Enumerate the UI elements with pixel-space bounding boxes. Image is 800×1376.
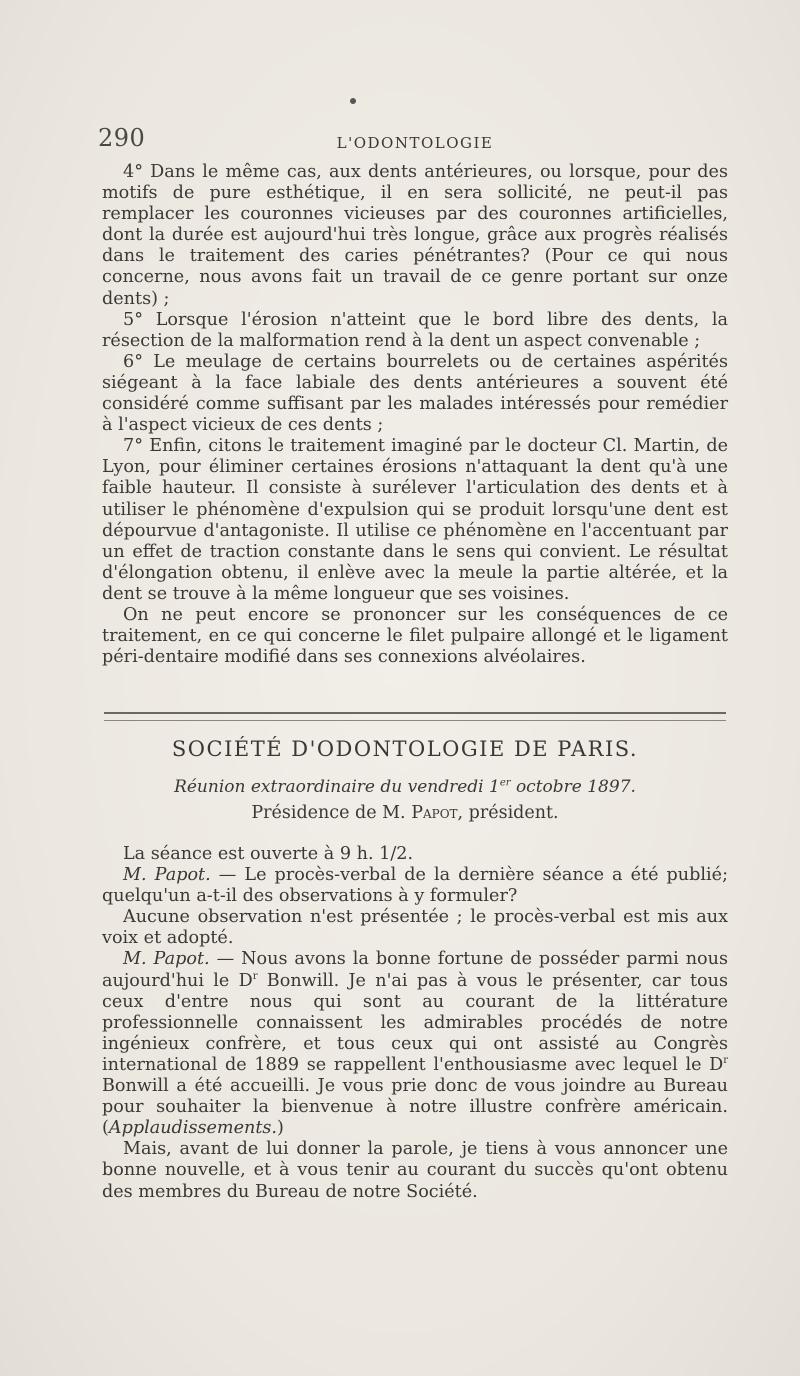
speaker-name: M. Papot. [123, 949, 210, 970]
paragraph-item-6: 6° Le meulage de certains bourrelets ou de certaines aspérités siégeant à la face labiale des dents antérieures a souvent été considéré comme suffisant par les malades intéressés pour remédier à l'aspect vicieux de ces dents ; [102, 351, 728, 436]
presidence-line: Présidence de M. Papot, président. [251, 803, 559, 823]
paragraph-item-4: 4° Dans le même cas, aux dents antérieures, ou lorsque, pour des motifs de pure esthétique, il en sera sollicité, ne peut-il pas remplacer les couronnes vicieuses par des couronnes artificielles, dont la durée est aujourd'hui très longue, grâce aux progrès réalisés dans le traitement des caries pénétrantes? (Pour ce qui nous concerne, nous avons fait un travail de ce genre portant sur onze dents) ; [102, 162, 728, 309]
page-number: 290 [98, 124, 146, 152]
running-title: L'ODONTOLOGIE [336, 134, 494, 152]
section-divider [104, 712, 726, 721]
paragraph-conclusion: On ne peut encore se prononcer sur les conséquences de ce traitement, en ce qui concerne le filet pulpaire allongé et le ligament péri-dentaire modifié dans ses connexions alvéolaires. [102, 604, 728, 668]
applause-note: Applaudissements. [108, 1118, 278, 1139]
paragraph-adoption: Aucune observation n'est présentée ; le procès-verbal est mis aux voix et adopté. [102, 907, 728, 949]
paragraph-item-7: 7° Enfin, citons le traitement imaginé par le docteur Cl. Martin, de Lyon, pour éliminer certaines érosions n'attaquant la dent qu'à une faible hauteur. Il consiste à surélever l'articulation des dents et à utiliser le phénomène d'expulsion qui se produit lorsqu'une dent est dépourvue d'antagoniste. Il utilise ce phénomène en l'accentuant par un effet de traction constante dans le sens qui convient. Le résultat d'élongation obtenu, il enlève avec la meule la partie altérée, et la dent se trouve à la même longueur que ses voisines. [102, 436, 728, 604]
text-block-top [102, 162, 728, 668]
speaker-name: M. Papot. [123, 865, 211, 886]
paragraph-announcement: Mais, avant de lui donner la parole, je tiens à vous annoncer une bonne nouvelle, et à vous tenir au courant du succès qu'ont obtenu des membres du Bureau de notre Société. [102, 1139, 728, 1202]
paragraph-papot-2: M. Papot. — Nous avons la bonne fortune de posséder parmi nous aujourd'hui le $D^r$ Bonwill. Je n'ai pas à vous le présenter, car tous ceux d'entre nous qui sont au courant de la littérature professionnelle connaissent les admirables procédés de notre ingénieux confrère, et tous ceux qui ont assisté au Congrès international de 1889 se rappellent l'enthousiasme avec lequel le $D^r$ Bonwill a été accueilli. Je vous prie donc de vous joindre au Bureau pour souhaiter la bienvenue à notre illustre confrère américain. (Applaudissements.) [102, 949, 728, 1139]
paragraph-papot-1: M. Papot. — Le procès-verbal de la dernière séance a été publié; quelqu'un a-t-il des observations à y formuler? [102, 865, 728, 907]
text-block-bottom [102, 844, 728, 1203]
section-title: SOCIÉTÉ D'ODONTOLOGIE DE PARIS. [171, 737, 639, 761]
meeting-subtitle: Réunion extraordinaire du vendredi 1er octobre 1897. [174, 777, 636, 797]
ink-dot [350, 98, 356, 104]
paragraph-opening: La séance est ouverte à 9 h. 1/2. [123, 844, 414, 864]
paragraph-item-5: 5° Lorsque l'érosion n'atteint que le bord libre des dents, la résection de la malformation rend à la dent un aspect convenable ; [102, 309, 728, 351]
